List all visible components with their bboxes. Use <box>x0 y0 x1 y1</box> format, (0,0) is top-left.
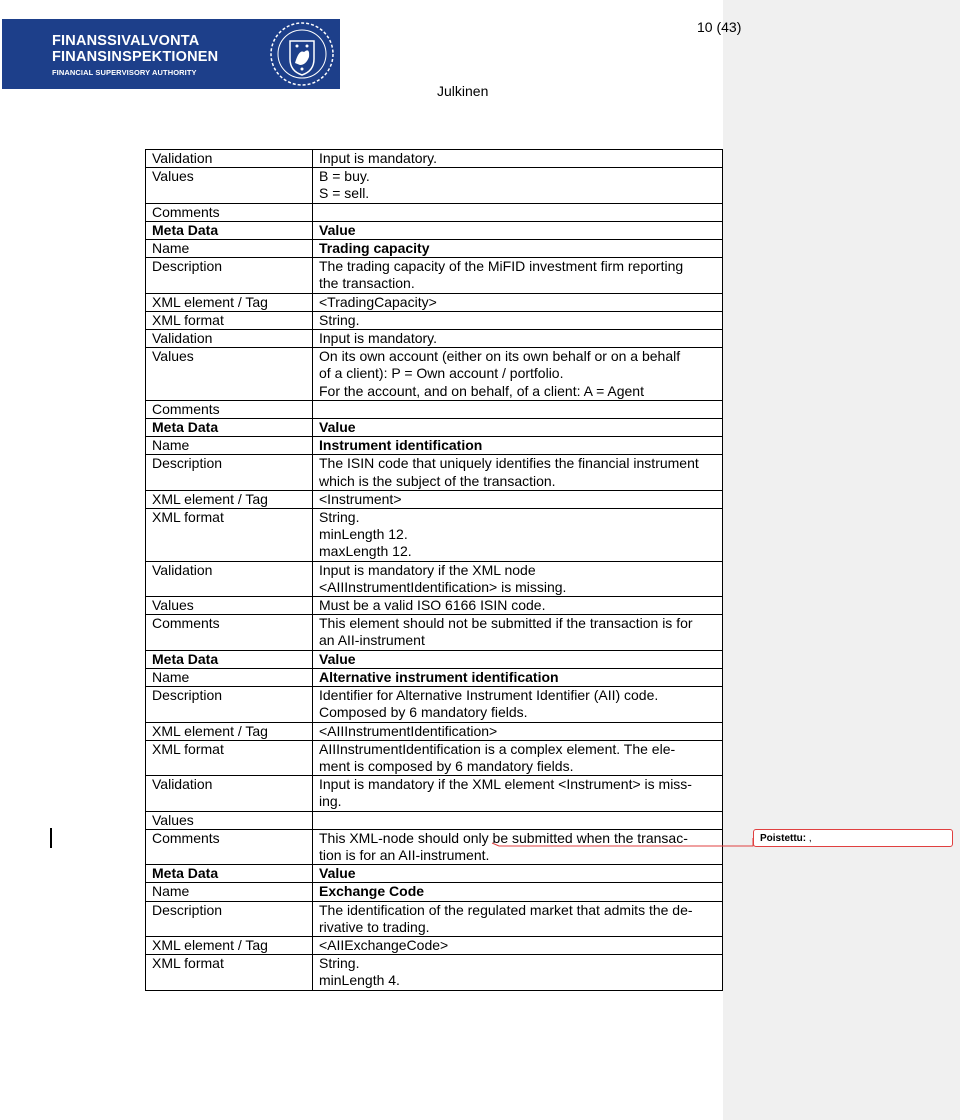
row-value: <TradingCapacity> <box>313 293 723 311</box>
row-label: XML format <box>146 955 313 990</box>
row-value: Input is mandatory if the XML node <AIIInstrumentIdentification> is missing. <box>313 561 723 596</box>
row-value: Input is mandatory if the XML element <Instrument> is miss- ing. <box>313 776 723 811</box>
row-label: Description <box>146 687 313 722</box>
logo-line-3: FINANCIAL SUPERVISORY AUTHORITY <box>52 68 197 77</box>
row-label: XML format <box>146 509 313 562</box>
classification-label: Julkinen <box>437 83 489 99</box>
row-label: Values <box>146 348 313 401</box>
row-value: The trading capacity of the MiFID investment firm reporting the transaction. <box>313 258 723 293</box>
row-value: AIIInstrumentIdentification is a complex element. The ele- ment is composed by 6 mandatory fields. <box>313 740 723 775</box>
row-value: Input is mandatory. <box>313 330 723 348</box>
row-value: This XML-node should only be submitted when the transac- tion is for an AII-instrument. <box>313 829 723 864</box>
row-label: Meta Data <box>146 650 313 668</box>
row-value: String. minLength 12. maxLength 12. <box>313 509 723 562</box>
page-number: 10 (43) <box>697 19 742 35</box>
row-value: Input is mandatory. <box>313 150 723 168</box>
row-value: Instrument identification <box>313 437 723 455</box>
row-label: Name <box>146 437 313 455</box>
row-value: Identifier for Alternative Instrument Identifier (AII) code. Composed by 6 mandatory fields. <box>313 687 723 722</box>
row-value: Value <box>313 221 723 239</box>
row-label: Comments <box>146 400 313 418</box>
row-value: The identification of the regulated market that admits the de- rivative to trading. <box>313 901 723 936</box>
row-value: Alternative instrument identification <box>313 668 723 686</box>
row-value: B = buy. S = sell. <box>313 168 723 203</box>
row-value: Must be a valid ISO 6166 ISIN code. <box>313 597 723 615</box>
row-label: Values <box>146 168 313 203</box>
row-label: Description <box>146 901 313 936</box>
row-label: Name <box>146 668 313 686</box>
row-label: Validation <box>146 330 313 348</box>
row-value: <AIIInstrumentIdentification> <box>313 722 723 740</box>
row-label: XML format <box>146 740 313 775</box>
row-label: XML element / Tag <box>146 490 313 508</box>
row-value: Value <box>313 650 723 668</box>
row-value: <AIIExchangeCode> <box>313 936 723 954</box>
row-label: Comments <box>146 615 313 650</box>
row-value: String. minLength 4. <box>313 955 723 990</box>
row-value: The ISIN code that uniquely identifies the financial instrument which is the subject of the transaction. <box>313 455 723 490</box>
row-label: XML format <box>146 311 313 329</box>
row-label: Comments <box>146 829 313 864</box>
balloon-text: , <box>808 833 812 844</box>
row-label: Validation <box>146 776 313 811</box>
row-label: Validation <box>146 561 313 596</box>
row-value: Value <box>313 865 723 883</box>
row-value: On its own account (either on its own behalf or on a behalf of a client): P = Own account / portfolio. For the account, and on behalf, of a client: A = Agent <box>313 348 723 401</box>
row-label: Values <box>146 597 313 615</box>
row-value: Value <box>313 419 723 437</box>
row-label: Meta Data <box>146 419 313 437</box>
row-value: <Instrument> <box>313 490 723 508</box>
row-label: Comments <box>146 203 313 221</box>
row-value: Trading capacity <box>313 240 723 258</box>
row-label: Name <box>146 883 313 901</box>
logo-line-1: FINANSSIVALVONTA <box>52 33 200 49</box>
row-value: This element should not be submitted if the transaction is for an AII-instrument <box>313 615 723 650</box>
row-label: XML element / Tag <box>146 722 313 740</box>
row-label: Description <box>146 258 313 293</box>
row-label: XML element / Tag <box>146 293 313 311</box>
row-label: Validation <box>146 150 313 168</box>
row-label: Description <box>146 455 313 490</box>
row-label: Meta Data <box>146 865 313 883</box>
row-value: String. <box>313 311 723 329</box>
row-label: Values <box>146 811 313 829</box>
logo-line-2: FINANSINSPEKTIONEN <box>52 49 219 65</box>
row-label: Meta Data <box>146 221 313 239</box>
deletion-comment-balloon[interactable] <box>753 829 953 847</box>
row-label: Name <box>146 240 313 258</box>
balloon-label: Poistettu: <box>760 833 807 844</box>
row-value: Exchange Code <box>313 883 723 901</box>
row-label: XML element / Tag <box>146 936 313 954</box>
